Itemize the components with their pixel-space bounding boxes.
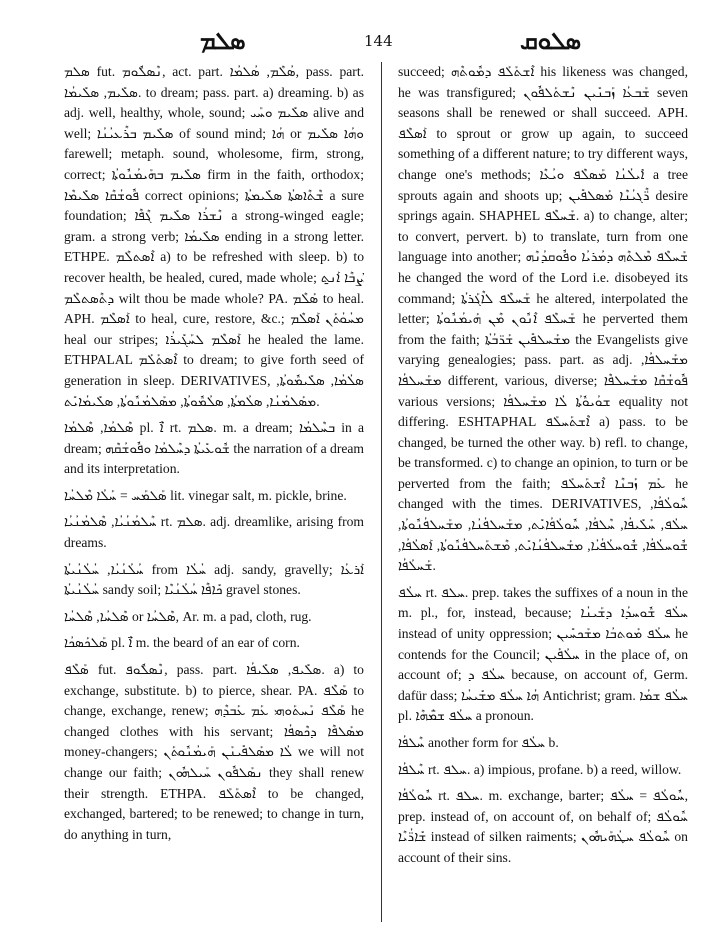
dictionary-entry [398, 583, 688, 727]
dictionary-entry [64, 660, 364, 845]
page-header [0, 24, 704, 60]
entry-text: ܣܰܠܟܰܣܟܳܐ pl. ܐ̈ܶ m. the beard of an ear of corn. [64, 635, 300, 651]
dictionary-entry [64, 607, 364, 628]
entry-text: ܚܠܳܦ rt. ܚܠܦ. prep. takes the suffixes of a noun in the m. pl., for, instead, because; ܚܠܳܦ ܫܽܘܚܕܳܐ ܕܫܰܝܢܳܐ instead of unity oppression; ܚܠܳܦ ܡܰܘܬܒܳܐ ܡܫܰܟܚܺܝܢ he contends for the Council; ܚܠܳܦܰܝܢ in the place of, on account of; ܚܠܳܦ ܕ because, on account of, Germ. dafür dass; ܗܳܐ ܚܠܳܦ ܡܫܺܝܚܳܐ Antichrist; gram. ܚܠܳܦ ܫܡܳܐ pl. ܚܠܳܦ ܫܡ̈ܳܗܶܐ a pronoun. [398, 584, 689, 724]
entry-text: ܚܶܠܦܳܐ another form for ܚܠܳܦ b. [398, 735, 559, 750]
dictionary-entry [398, 733, 688, 754]
entry-text: ܚܶܠܦܳܐ rt. ܚܠܦ. a) impious, profane. b) a reed, willow. [398, 761, 682, 777]
dictionary-entry [64, 633, 364, 654]
entry-text: ܣܶܠܡܳܐ, ܣܶܠܡܳܐ pl. ܐ̈ܶ rt. ܣܠܡ. m. a dream; ܒܚܶܠܡܳܐ in a dream; ܫܽܘܥܺܝܬܳܐ ܕܚܶܠܡܳܐ ܘܦܽܘܫܳܩܶܗ the narration of a dream and its interpretation. [64, 420, 364, 477]
entry-text: ܣܶܠܚܳܐ, ܣܶܠܚܳܐ or ܣܶܠܚܳܐ, Ar. m. a pad, cloth, rug. [64, 608, 312, 624]
entry-text: ܚܽܘܠܳܦܳܐ rt. ܚܠܦ. m. exchange, barter; ܚܽܘܠܳܦ = ܚܠܳܦ, prep. instead of, on account of, on behalf of; ܚܽܘܠܳܦ ܫܺܐܪ̈ܳܝܶܐ instead of silken raiments; ܚܽܘܠܳܦ ܚܛܳܗܰܝܗܽܘܢ on account of their sins. [398, 788, 688, 865]
entry-text: ܣܠܡ fut. ܢܶܣܠܽܘܡ, act. part. ܣܳܠܶܡ, ܣܳܠܡܳܐ, pass. part. ܣܠܺܝܡ, ܣܠܺܝܡܳܐ. to dream; pass. part. a) dreaming. b) as adj. well, healthy, whole, sound; ܣܠܺܝܡ ܘܚܰܝ alive and well; ܣܠܺܝܡ ܒܪܶܥܝܳܢܳܐ of sound mind; ܗܳܐ or ܘܗܳܐ ܣܠܺܝܡ farewell; metaph. sound, wholesome, firm, strong, correct; ܣܠܺܝܡ ܒܗܰܝܡܳܢܽܘܬܳܐ firm in the faith, orthodox; ܦܽܘܫܳܩܶܐ ܣܠܺܝܡܶܐ correct opinions; ܫܶܬܶܐܣܬܳܐ ܣܠܺܝܡܬܳܐ a sure foundation; ܢܶܫܪܳܐ ܣܠܺܝܡ ܓܶܦܶܐ a strong-winged eagle; gram. a strong verb; ܣܠܺܝܡܳܐ ending in a strong letter. ETHPE. ܐܶܣܬܠܶܡ a) to be refreshed with sleep. b) to recover health, be healed, cured, made whole; ܨܳܒܶܐ ܐܰܢ̱ܬ ܕܬܶܣܬܠܶܡ wilt thou be made whole? PA. ܣܰܠܶܡ to heal. APH. ܐܰܣܠܶܡ to heal, cure, restore, &c.; ܡܚܳܘܳܬܰܢ ܐܰܣܠܶܡ heal our stripes; ܐܰܣܠܶܡ ܠܚܰܓܺܝܪܳܐ he healed the lame. ETHPALAL ܐܶܣܬܰܠܰܡ to dream; to give forth seed of generation in sleep. DERIVATIVES, ܣܠܳܡܳܐ, ܣܠܺܝܡܽܘܬܳܐ, ܡܣܰܠܡܳܢܳܐ, ܣܠܳܡܬܳܐ, ܣܠܳܡܽܘܬܳܐ, ܡܣܰܠܡܳܢܽܘܬܳܐ, ܣܠܺܝܡܳܐܝܺܬ. [64, 64, 365, 409]
dictionary-entry [64, 512, 364, 553]
dictionary-entry [398, 62, 688, 577]
entry-text: ܚܶܠܡܳܢܳܝܳܐ, ܣܶܠܡܳܢܳܝܳܐ rt. ܣܠܡ. adj. dreamlike, arising from dreams. [64, 514, 365, 551]
entry-text: succeed; ܐܶܫܬܰܠܰܦ ܕܡܽܘܬܶܗ his likeness was changed, he was transfigured; ܫܰܒܥܳܐ ܙܰܒܢܺܝܢ ܢܶܫܬܰܠܦܽܘܢ seven seasons shall be renewed or shall succeed. APH. ܐܰܣܠܶܦ to sprout or grow up again, to succeed something of a different nature; to try different ways, change one's methods; ܐܺܝܠܳܢܳܐ ܡܰܣܠܶܦ ܘܝܳܥܶܐ a tree sprouts again and shoots up; ܪ̈ܶܓܝܳܢܶܐ ܡܰܣܠܦܺܝܢ desire springs again. SHAPHEL ܫܰܚܠܶܦ. a) to change, alter; to convert, pervert. b) to translate, turn from one language into another; ܫܰܚܠܶܦ ܡܶܠܬܶܗ ܕܡܳܪܝܳܐ ܘܦܽܘܩܕܳܢܶܗ he changed the word of the Lord i.e. disobeyed its command; ܫܰܚܠܶܦ ܠܐܶܓܰܪܬܳܐ he altered, interpolated the letter; ܫܰܚܠܶܦ ܐܶܢܽܘܢ ܡܶܢ ܗܰܝܡܳܢܽܘܬܳܐ he perverted them from the faith; ܡܫܰܚܠܦܺܝܢ ܫܰܪ̈ܒܳܬܳܐ the Evangelists give varying genealogies; pass. part. as adj. ܡܫܰܚܠܦܳܐ, ܡܫܰܚܠܦܳܐ different, various, diverse; ܦܽܘܫܳܩܶܐ ܡܫܰܚܠܦܶܐ various versions; ܫܘܳܝܘܽܬܳܐ ܠܳܐ ܡܫܰܚܠܦܳܐ equality not differing. ESHTAPHAL ܐܶܫܬܰܚܠܰܦ a) pass. to be changed, be turned the other way. b) refl. to change, be transformed. c) to change an opinion, to turn or be perverted from the faith; ܥܰܡ ܙܰܒܢܶܐ ܐܶܫܬܰܚܠܰܦ he changed with the times. DERIVATIVES, ܚܽܘܠܳܦܳܐ, ܚܠܳܦ, ܚܰܠܺܝܦܳܐ, ܚܶܠܦܳܐ, ܚܽܘܠܳܦܳܐܝܺܬ, ܡܫܰܚܠܦܳܢܳܐ, ܡܫܰܚܠܦܳܢܽܘܬܳܐ, ܫܽܘܚܠܳܦܳܐ, ܫܽܘܚܠܳܦܳܝܳܐ, ܡܫܰܚܠܦܳܢܳܐܝܺܬ, ܡܶܫܬܰܚܠܦܳܢܽܘܬܳܐ, ܐܰܣܠܳܦܳܐ, ܫܰܚܠܳܦܳܐ. [398, 64, 689, 574]
dictionary-entry [64, 418, 364, 480]
right-column [398, 62, 688, 875]
dictionary-entry [64, 486, 364, 507]
entry-text: ܣܰܠܡܰܚ = ܚܰܠܳܐ ܡܶܠܚܳܐ lit. vinegar salt, m. pickle, brine. [64, 487, 347, 503]
dictionary-entry [64, 560, 364, 601]
dictionary-entry [398, 786, 688, 868]
entry-text: ܣܰܠܶܦ fut. ܢܶܣܠܽܘܦ, pass. part. ܣܠܺܝܦ, ܣܠܺܝܦܳܐ. a) to exchange, substitute. b) to pierce, shear. PA. ܣܰܠܶܦ to change, exchange, renew; ܣܰܠܶܦ ܢܰܚܬܰܘܗܝ ܥܰܡ ܥܰܒܕܶܗ he changed clothes with his servant; ܡܣܰܠܦܶܐ ܕܟܶܣܦܳܐ money-changers; ܠܳܐ ܡܣܰܠܦܺܝܢܰܢ ܗܰܝܡܳܢܽܘܬܰܢ we will not change our faith; ܢܣܰܠܦܽܘܢ ܚܰܝܠܗܽܘܢ they shall renew their strength. ETHPA. ܐܶܣܬܰܠܰܦ to be changed, exchanged, bartered; to be renewed; to change in turn, do anything in turn, [64, 662, 365, 842]
right-running-headword: ܣܠܘܩ [520, 26, 582, 55]
dictionary-entry [398, 760, 688, 781]
entry-text: ܚܳܠܳܢܳܝܳܐ, ܚܳܠܳܢܳܝܬܳܐ from ܚܳܠܳܐ adj. sandy, gravelly; ܐܰܪܥܳܐ ܚܳܠܳܢܳܝܬܳܐ sandy soil; ܟܺܐܦܶܐ ܚܳܠܳܢܳܝܶܐ gravel stones. [64, 561, 364, 598]
dictionary-entry [64, 62, 364, 412]
left-column [64, 62, 364, 851]
column-divider [381, 62, 382, 922]
page-number: 144 [364, 32, 393, 50]
left-running-headword: ܣܠܡ [200, 26, 246, 55]
